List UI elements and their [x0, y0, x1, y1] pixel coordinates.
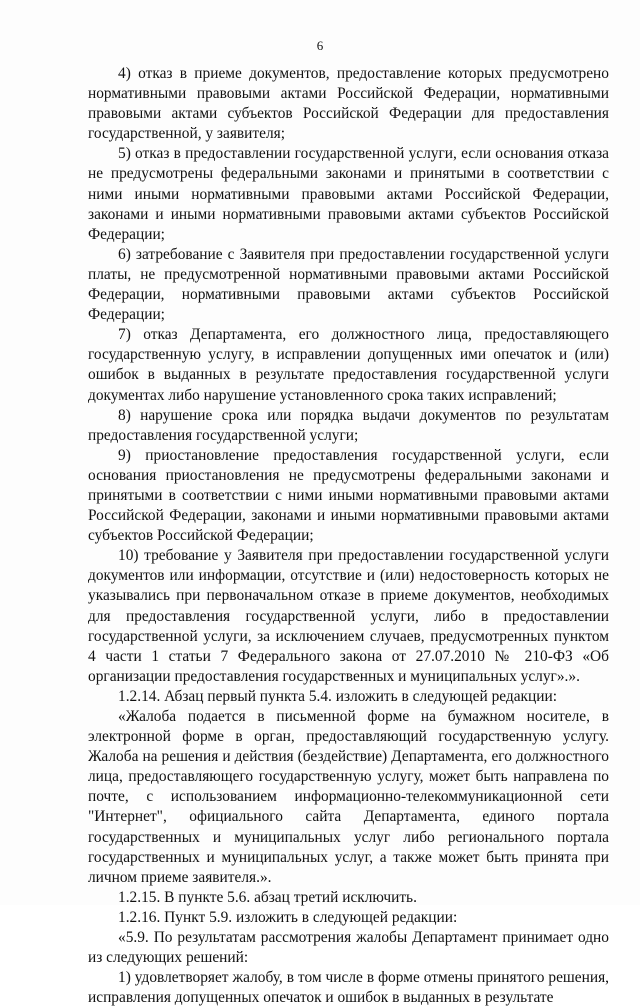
paragraph-item-10: 10) требование у Заявителя при предоставлении государственной услуги документов или информации, отсутствие и (или) недостоверность которых не указывались при первоначальном отказе в приеме документов, необходимых для предоставления государственной услуги, либо в предоставлении государственной услуги, за исключением случаев, предусмотренных пунктом 4 части 1 статьи 7 Федерального закона от 27.07.2010 № 210-ФЗ «Об организации предоставления государственных и муниципальных услуг».».	[88, 547, 609, 685]
paragraph-item-7: 7) отказ Департамента, его должностного лица, предоставляющего государственную услугу, в исправлении допущенных ими опечаток и (или) ошибок в выданных в результате предоставления государственной услуги документах либо нарушение установленного срока таких исправлений;	[88, 326, 609, 404]
paragraph-item-9: 9) приостановление предоставления государственной услуги, если основания приостановления не предусмотрены федеральными законами и принятыми в соответствии с ними иными нормативными правовыми актами Российской Федерации, законами и иными нормативными правовыми актами субъектов Российской Федерации;	[88, 446, 609, 545]
paragraph-1-2-15: 1.2.15. В пункте 5.6. абзац третий исключить.	[118, 888, 417, 906]
paragraph-item-4: 4) отказ в приеме документов, предоставление которых предусмотрено нормативными правовыми актами Российской Федерации, нормативными правовыми актами субъектов Российской Федерации для предоставления государственной, у заявителя;	[88, 65, 609, 143]
paragraph-5-9: «5.9. По результатам рассмотрения жалобы Департамент принимает одно из следующих решений:	[88, 929, 609, 967]
paragraph-item-6: 6) затребование с Заявителя при предоставлении государственной услуги платы, не предусмотренной нормативными правовыми актами Российской Федерации, нормативными правовыми актами субъектов Российской Федерации;	[88, 245, 609, 324]
paragraph-5-9-item-1: 1) удовлетворяет жалобу, в том числе в форме отмены принятого решения, исправления допущенных опечаток и ошибок в выданных в результате	[88, 969, 609, 1007]
document-body	[88, 64, 609, 1008]
paragraph-item-8: 8) нарушение срока или порядка выдачи документов по результатам предоставления государственной услуги;	[88, 406, 609, 444]
paragraph-1-2-14: 1.2.14. Абзац первый пункта 5.4. изложить в следующей редакции:	[118, 687, 558, 705]
paragraph-complaint-text: «Жалоба подается в письменной форме на бумажном носителе, в электронной форме в орган, предоставляющий государственную услугу. Жалоба на решения и действия (бездействие) Департамента, его должностного лица, предоставляющего государственную услугу, может быть направлена по почте, с использованием информационно-телекоммуникационной сети "Интернет", официального сайта Департамента, единого портала государственных и муниципальных услуг либо регионального портала государственных и муниципальных услуг, а также может быть принята при личном приеме заявителя.».	[88, 708, 609, 886]
page-number: 6	[316, 38, 324, 53]
paragraph-1-2-16: 1.2.16. Пункт 5.9. изложить в следующей редакции:	[118, 908, 458, 926]
paragraph-item-5: 5) отказ в предоставлении государственной услуги, если основания отказа не предусмотрены федеральными законами и принятыми в соответствии с ними иными нормативными правовыми актами Российской Федерации, законами и иными нормативными правовыми актами субъектов Российской Федерации;	[88, 145, 609, 243]
